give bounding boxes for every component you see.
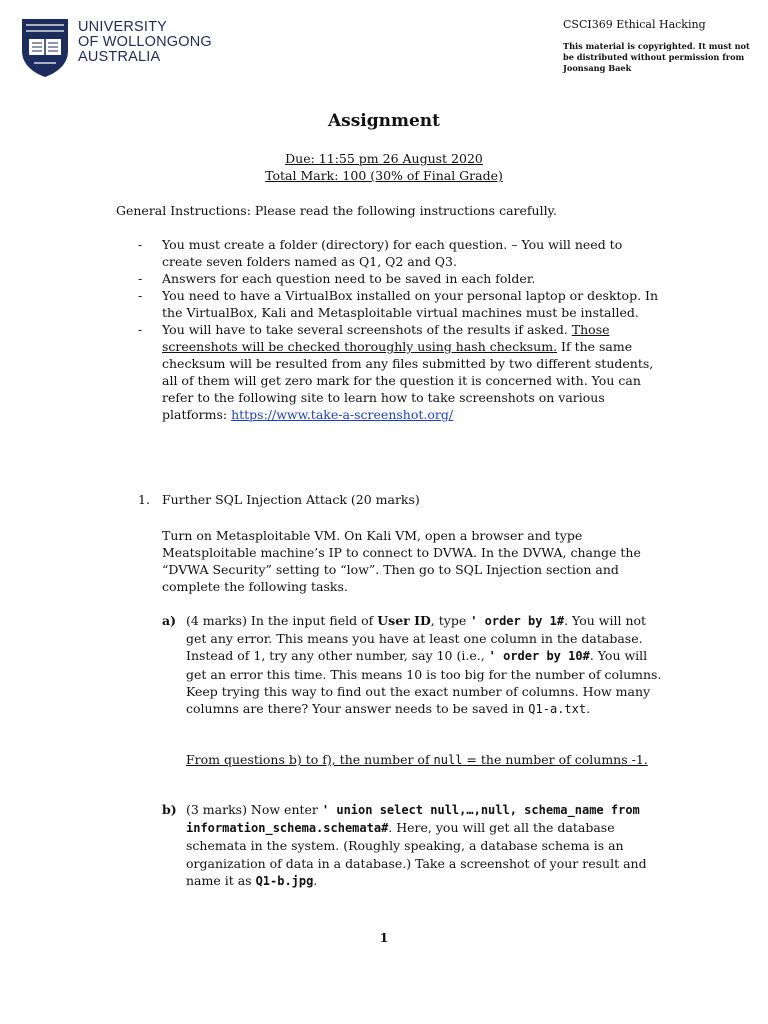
sql-code: ' union select null,…,null, schema_name from information_schema.schemata#: [186, 803, 640, 836]
task-text: [186, 612, 662, 718]
instruction-item: [138, 287, 658, 321]
instruction-text-part: If the same checksum will be resulted from any files submitted by two different students, all of them will get zero mark for the question it is concerned with. You can refer to the following site to learn how to take screenshots on various platforms:: [162, 339, 654, 422]
crest-icon: [20, 17, 70, 79]
hash-checksum-warning: Those screenshots will be checked thoroughly using hash checksum.: [162, 322, 610, 354]
bullet-dash: -: [138, 237, 143, 252]
instruction-item: [138, 270, 658, 287]
task-label: b): [162, 802, 177, 817]
task-text-part: (3 marks) Now enter: [186, 802, 322, 817]
course-name: CSCI369 Ethical Hacking: [563, 18, 706, 31]
note-text-part: From questions b) to f), the number of: [186, 752, 434, 767]
bullet-dash: -: [138, 288, 143, 303]
total-mark: Total Mark: 100 (30% of Final Grade): [265, 168, 503, 183]
university-logo: [20, 17, 220, 81]
instruction-text: [162, 321, 658, 423]
note-text-part: = the number of columns -1.: [462, 752, 648, 767]
instruction-item: [138, 236, 658, 270]
task-text-part: . You will get an error this time. This means 10 is too big for the number of columns. Keep trying this way to find out the exact number of columns. How many columns are there? Your answer needs to be saved in: [186, 648, 662, 717]
page-title: Assignment: [327, 111, 441, 131]
question-number: 1.: [138, 492, 150, 507]
due-date: Due: 11:55 pm 26 August 2020: [285, 151, 483, 166]
screenshot-site-link[interactable]: https://www.take-a-screenshot.org/: [231, 407, 454, 422]
question-1-intro: Turn on Metasploitable VM. On Kali VM, open a browser and type Meatsploitable machine’s IP to connect to DVWA. In the DVWA, change the “DVWA Security” setting to “low”. Then go to SQL Injection section and complete the following tasks.: [162, 528, 641, 594]
filename: Q1-b.jpg: [255, 873, 314, 888]
field-name: User ID: [377, 613, 431, 628]
page-number: 1: [379, 930, 389, 945]
task-text-part: .: [586, 701, 591, 717]
instruction-item: [138, 321, 658, 423]
instruction-text-part: You will have to take several screenshots of the results if asked.: [162, 322, 572, 337]
bullet-dash: -: [138, 271, 143, 286]
instruction-text: You need to have a VirtualBox installed on your personal laptop or desktop. In the VirtualBox, Kali and Metasploitable virtual machines must be installed.: [162, 288, 659, 320]
task-text-part: (4 marks) In the input field of: [186, 613, 378, 628]
bullet-dash: -: [138, 322, 143, 337]
copyright-notice: This material is copyrighted. It must not be distributed without permission from Joonsang Baek: [563, 41, 750, 73]
task-text-part: , type: [430, 613, 471, 628]
sql-keyword: null: [433, 753, 463, 767]
task-text-part: . You will not get any error. This means you have at least one column in the database. Instead of 1, try any other number, say 10 (i.e.,: [186, 613, 647, 664]
instruction-text: Answers for each question need to be saved in each folder.: [162, 271, 536, 286]
filename: Q1-a.txt: [528, 702, 587, 717]
general-instructions: General Instructions: Please read the following instructions carefully.: [116, 203, 557, 218]
sql-code: ' order by 10#: [488, 649, 590, 664]
task-text-part: .: [313, 872, 318, 888]
task-b: [162, 801, 662, 890]
university-name: UNIVERSITY OF WOLLONGONG AUSTRALIA: [78, 19, 212, 65]
task-text-part: . Here, you will get all the database schemata in the system. (Roughly speaking, a database schema is an organization of data in a database.) Take a screenshot of your result and name it as: [186, 820, 647, 888]
instruction-text: You must create a folder (directory) for each question. – You will need to create seven folders named as Q1, Q2 and Q3.: [162, 237, 623, 269]
question-title: Further SQL Injection Attack (20 marks): [162, 492, 420, 507]
task-text: [186, 801, 662, 890]
sql-code: ' order by 1#: [470, 614, 565, 628]
question-1-heading: [138, 492, 420, 507]
task-a: [162, 612, 662, 718]
task-label: a): [162, 613, 177, 628]
null-count-note: [186, 751, 656, 769]
instruction-list: [138, 236, 658, 423]
